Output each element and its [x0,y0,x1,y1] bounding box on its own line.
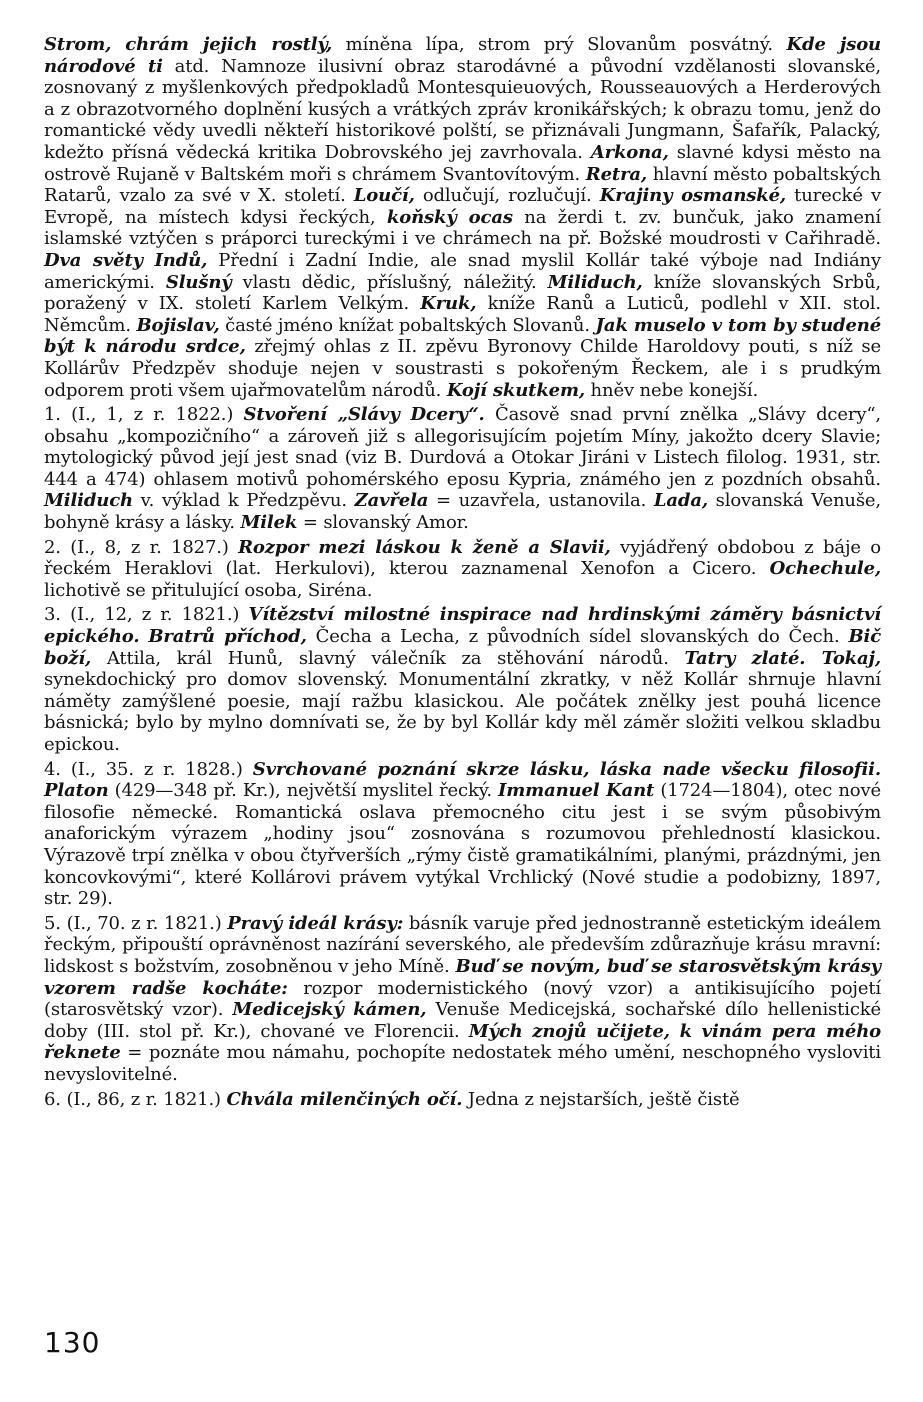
emphasized-term: Miliduch [44,490,133,512]
text-run: kníže Ranů a Luticů, podlehl v XII. stol. Němcům. [44,293,881,336]
emphasized-term: Medicejský kámen, [232,999,427,1021]
text-run: kníže slovanských Srbů, poražený v IX. století Karlem Velkým. [44,271,881,315]
emphasized-term: Vítězství milostné inspirace nad hrdinskými záměry básnictví epického. [44,604,881,648]
emphasized-term: Kojí skutkem, [446,379,585,401]
commentary-paragraph [44,759,881,910]
text-run: na žerdi t. zv. bunčuk, jako znamení islamské vztýčen s práporci tureckými i ve chrámech na př. Božské moudrosti v Cařihradě. [44,206,881,250]
text-run: = uzavřela, ustanovila. [428,490,654,512]
text-run: zřejmý ohlas z II. zpěvu Byronovy Childe Haroldovy pouti, s níž se Kollárův Předzpěv shoduje nejen v soustrasti s pokořeným Řeckem, ale i s prudkým odporem proti všem ujařmovatelům národů. [44,336,881,401]
text-run: = slovanský Amor. [297,512,469,534]
text-run: lichotivě se přitulující osoba, Siréna. [44,579,373,601]
text-run: 3. (I., 12, z r. 1821.) [44,604,249,626]
emphasized-term: Arkona, [590,141,669,163]
emphasized-term: Slušný [165,271,232,293]
text-run: hněv nebe konejší. [584,379,759,401]
text-run: Jedna z nejstarších, ještě čistě [462,1088,740,1110]
text-run: (429—348 př. Kr.), největší myslitel řecký. [108,780,499,802]
commentary-text [44,34,881,1110]
text-run: slovanská Venuše, bohyně krásy a lásky. [44,490,881,534]
text-run: Přední i Zadní Indie, ale snad myslil Kollár také výboje nad Indiány americkými. [44,249,882,293]
emphasized-term: Bič boží, [44,626,881,669]
commentary-paragraph [44,913,881,1086]
text-run: časté jméno knížat pobaltských Slovanů. [219,314,596,336]
emphasized-term: Jak muselo v tom by studené být k národu srdce, [44,314,881,358]
text-run: synekdochický pro domov slovenský. Monumentální zkratky, v něž Kollár shrnuje hlavní náměty zamýšlené poesie, mají ražbu klasickou. Ale počátek znělky jest pouhá licence básnická; bylo by mylno domnívati se, že by byl Kollár kdy měl záměr složiti velkou skladbu epickou. [44,669,881,755]
text-run: slavné kdysi město na ostrově Rujaně v Baltském moři s chrámem Svantovítovým. [44,141,881,185]
text-run: Časově snad první znělka „Slávy dcery“, obsahu „kompozičního“ a zároveň již s allegorisujícím pojetím Míny, jakožto dcery Slavie; mytologický původ její jest snad (viz B. Durdová a Otokar Jiráni v Listech filolog. 1931, str. 444 a 474) ohlasem motivů pohomérského eposu Kypria, známého jen z pozdních obsahů. [44,404,881,490]
text-run: odlučují, rozlučují. [414,185,600,207]
text-run: turecké v Evropě, na místech kdysi řeckých, [44,185,881,228]
text-run: hlavní město pobaltských Ratarů, vzalo za své v X. století. [44,163,881,207]
emphasized-term: Lada, [653,490,708,512]
text-run: 4. (I., 35. z r. 1828.) [44,758,253,780]
text-run: Venuše Medicejská, sochařské dílo hellenistické doby (III. stol př. Kr.), chované ve Florencii. [44,999,882,1042]
commentary-paragraph [44,34,881,401]
commentary-paragraph [44,537,881,602]
emphasized-term: Bojislav, [136,314,220,336]
emphasized-term: Milek [240,512,298,534]
emphasized-term: Miliduch, [547,271,643,293]
emphasized-term: Zavřela [354,490,429,512]
emphasized-term: Tatry zlaté. Tokaj, [684,647,881,669]
emphasized-term: Ochechule, [769,558,881,580]
text-run [139,626,148,647]
emphasized-term: Chvála milenčiných očí. [226,1088,463,1110]
emphasized-term: Dva světy Indů, [44,249,208,271]
emphasized-term: Rozpor mezi láskou k ženě a Slavii, [238,536,611,558]
text-run: míněna lípa, strom prý Slovanům posvátný. [332,34,787,55]
emphasized-term: Strom, chrám jejich rostlý, [44,34,333,55]
emphasized-term: koňský ocas [386,206,513,228]
commentary-paragraph [44,1089,881,1111]
emphasized-term: Pravý ideál krásy: [227,912,404,934]
emphasized-term: Immanuel Kant [498,780,655,802]
text-run: 2. (I., 8, z r. 1827.) [44,536,239,558]
text-run: rozpor modernistického (nový vzor) a antikisujícího pojetí (starosvětský vzor). [44,977,882,1021]
emphasized-term: Mých znojů učijete, k vinám pera mého řeknete [44,1020,881,1064]
text-run: Čecha a Lecha, z původních sídel slovanských do Čech. [306,626,849,648]
text-run: Attila, král Hunů, slavný válečník za stěhování národů. [91,647,685,669]
emphasized-term: Loučí, [353,185,415,207]
text-run: 5. (I., 70. z r. 1821.) [44,912,228,934]
text-run: atd. Namnoze ilusivní obraz starodávné a původní vzdělanosti slovanské, zosnovaný z myšlenkových předpokladů Montesquieuových, Rousseauových a Herderových a z obrazotvorného doplnění kusých a vrátkých zpráv kronikářských; k obrazu tomu, jenž do romantické vědy uvedli někteří historikové polští, se přiznávali Jungmann, Šafařík, Palacký, kdežto přísná vědecká kritika Dobrovského jej zavrhovala. [44,55,881,163]
emphasized-term: Platon [44,780,109,802]
text-run: básník varuje před jednostranně estetickým ideálem řeckým, připouští oprávněnost nazírání severského, ale především zdůrazňuje krásu mravní: lidskost s božstvím, zosobněnou v jeho Míně. [44,912,881,977]
emphasized-term: Kruk, [420,293,477,315]
text-run: vyjádřený obdobou z báje o řeckém Heraklovi (lat. Herkulovi), kterou zaznamenal Xenofon a Cicero. [44,536,881,580]
text-run: v. výklad k Předzpěvu. [132,490,355,512]
emphasized-term: Buď se novým, buď se starosvětským krásy vzorem radše kocháte: [44,955,881,999]
text-run: = poznáte mou námahu, pochopíte nedostatek mého umění, neschopného vysloviti nevyslovitelné. [44,1042,881,1085]
emphasized-term: Svrchované poznání skrze lásku, láska nade všecku filosofii. [252,758,881,780]
commentary-paragraph [44,404,881,534]
text-run: (1724—1804), otec nové filosofie německé. Romantická oslava přemocného citu jest i se svým působivým anaforickým výrazem „hodiny jsou“ zosnována s rozumovou přehledností klasickou. Výrazově trpí znělka v obou čtyřverších „rýmy čistě gramatikálními, planými, prázdnými, jen koncovkovými“, které Kollárovi právem vytýkal Vrchlický (Nové studie a podobizny, 1897, str. 29). [44,780,881,910]
emphasized-term: Kde jsou národové ti [44,34,881,77]
emphasized-term: Bratrů příchod, [148,626,307,648]
commentary-paragraph [44,604,881,755]
text-run: 6. (I., 86, z r. 1821.) [44,1088,227,1110]
page-number: 130 [44,1326,101,1359]
text-run: vlastı dědic, příslušný, náležitý. [231,271,548,293]
emphasized-term: Retra, [585,163,648,185]
emphasized-term: Krajiny osmanské, [599,185,786,207]
emphasized-term: Stvoření „Slávy Dcery“. [243,404,485,426]
text-run: 1. (I., 1, z r. 1822.) [44,404,244,426]
